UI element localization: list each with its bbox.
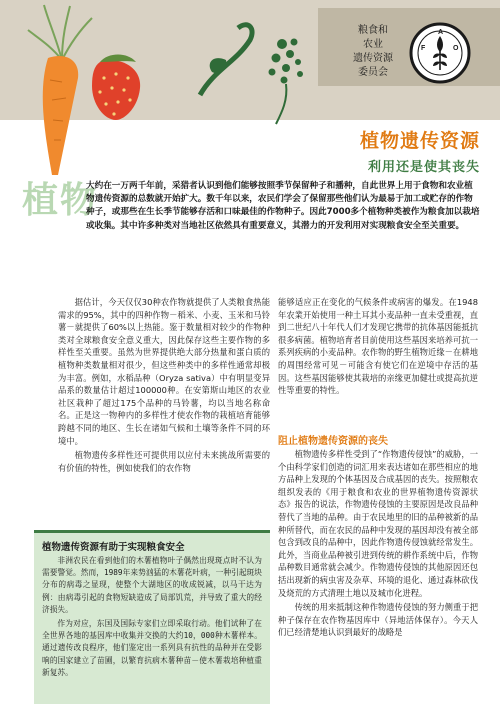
- strawberry-icon: [92, 55, 140, 121]
- fao-logo-icon: [409, 22, 471, 84]
- carrot-leaves-icon: [28, 5, 92, 60]
- org-line: 委员会: [358, 67, 388, 78]
- svg-text:A: A: [438, 29, 444, 36]
- org-line: 粮食和: [358, 25, 388, 36]
- body-paragraph: 植物遗传多样性还可提供用以应付未来挑战所需要的有价值的特性，例如使我们的农作物: [58, 450, 270, 473]
- left-column: [58, 296, 270, 476]
- box-title: 植物遗传资源有助于实现粮食安全: [42, 542, 185, 553]
- body-paragraph: 据估计，今天仅仅30种农作物就提供了人类粮食热能需求的95%，其中的四种作物－稻米、小麦、玉米和马铃薯－就提供了60%以上热能。鉴于数量相对较少的作物种类对全球粮食安全意义重大，因此保存这些主要作物的多样性至关重要。虽然为世界提供绝大部分热量和蛋白质的植物种类数量相对很少，但这些种类中的多样性通常却极为丰富。例如，水稻品种（Oryza sativa）中有明显变异品系的数量估计超过100000种。在安第斯山地区的农业社区栽种了超过175个品种的马铃薯，均以当地名称命名。正是这一物种内的多样性才使农作物的栽植培育能够跨越不同的地区、生长在诸如气候和土壤等条件不同的环境中。: [58, 297, 270, 446]
- org-line: 遗传资源: [353, 53, 393, 64]
- page-subtitle: 利用还是使其丧失: [367, 160, 480, 175]
- page-title: 植物遗传资源: [359, 130, 480, 152]
- sidebar-box: [34, 530, 270, 704]
- carrot-icon: [43, 56, 78, 175]
- seed-head-icon: [269, 39, 304, 125]
- box-paragraph: 作为对应，东国及国际专家们立即采取行动。他们试种了在全世界各地的基因库中收集并交换的大约10，000种木薯样本。通过遗传改良程序，他们鉴定出一系列具有抗性的品种并在受影响的国家建立了苗圃，以繁育抗病木薯种苗－使木薯栽培种植重新复苏。: [42, 619, 262, 677]
- watermark-text: 植物: [22, 180, 99, 221]
- right-column-section: [278, 448, 478, 641]
- vine-icon: [200, 25, 252, 95]
- body-paragraph: 能够适应正在变化的气候条件或病害的爆发。在1948年农業开始使用一种土耳其小麦品种一直未受重视，直到二世纪八十年代人们才发现它携带的抗体基因能抵抗很多病菌。植物培育者目前使用这些基因来培养可抗一系列疾病的小麦品种。农作物的野生植物近缘－在耕地的周围经常可见－可能含有使它们在逆境中存活的基因。这些基因能够使其栽培的亲缘更加健壮或提高抗逆性等重要的特性。: [278, 297, 478, 396]
- body-paragraph: 植物遗传多样性受到了“作物遗传侵蚀”的威胁，一个由科学家们创造的词汇用来表达诸如在那些相应的地方品种上发现的个体基因及合成基因的丧失。按照粮农组织发表的《用于粮食和农业的世界植物遗传资源状态》报告的说法，作物遗传侵蚀的主要原因是改良品种替代了当地的品种。由于农民地里的旧的品种被新的品种所替代，而在农民的品种中发现的基因却没有被全部包含到改良的品种中，因此作物遗传侵蚀就经常发生。此外，当商业品种被引进到传统的耕作系统中后，作物品种数目通常就会减少。作物遗传侵蚀的其他原因还包括出现新的病虫害及杂草、环境的退化、通过森林砍伐及烧荒的方式清理土地以及城市化进程。: [278, 449, 478, 598]
- org-line: 农业: [363, 39, 383, 50]
- svg-text:F: F: [421, 45, 426, 52]
- svg-text:O: O: [453, 45, 459, 52]
- body-paragraph: 传统的用来抵制这种作物遗传侵蚀的努力侧重于把种子保存在农作物基因库中（异地活体保存）。今天人们已经清楚地认识到最好的战略是: [278, 602, 478, 638]
- intro-paragraph: 大约在一万两千年前，采猎者认识到他们能够按照季节保留种子和播种，自此世界上用于食物和农业植物遗传资源的总数就开始扩大。数千年以来，农民们学会了保留那些他们认为最易于加工或贮存的作物种子，或那些在生长季节能够存活和口味最佳的作物种子。因此7000多个植物种类被作为粮食加以栽培或收集。其中许多种类对当地社区依然具有重要意义，其潜力的开发利用对实现粮食安全至关重要。: [86, 181, 480, 231]
- commission-name: [346, 24, 400, 80]
- right-column: [278, 296, 478, 399]
- box-paragraph: 非洲农民在看到他们的木薯植物叶子偶然出现斑点时不认为需要警觉。然而，1989年来势汹猛的木薯花叶病，一种引起斑块分布的病毒之显现，使整个大湖地区的收成锐减，以马干达为例：由病毒引起的食物短缺造成了局部饥荒，并导致了重大的经济损失。: [42, 556, 262, 614]
- section-heading: 阻止植物遗传资源的丧失: [278, 436, 388, 447]
- vegetable-illustration: [0, 0, 330, 175]
- box-body: [42, 555, 262, 681]
